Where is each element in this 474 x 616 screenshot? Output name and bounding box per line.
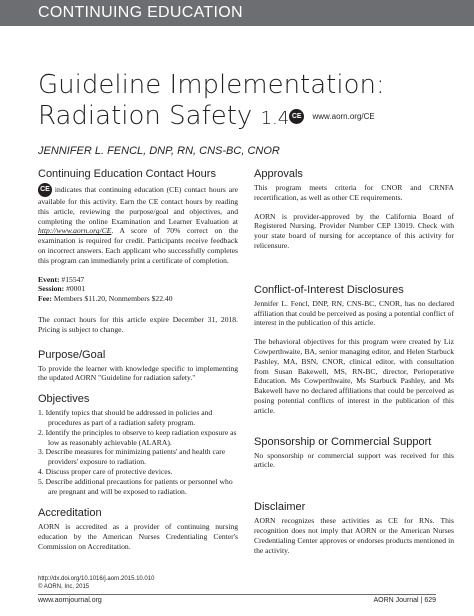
copyright: © AORN, Inc, 2015 bbox=[38, 584, 90, 590]
session-label: Session: bbox=[38, 284, 65, 294]
objective-item: 1. Identify topics that should be addressed in policies and procedures as part of a radiation safety program. bbox=[38, 408, 213, 427]
banner-label: CONTINUING EDUCATION bbox=[38, 4, 243, 21]
accreditation-heading: Accreditation bbox=[38, 507, 102, 520]
expiry-note: The contact hours for this article expire December 31, 2018. Pricing is subject to change. bbox=[38, 314, 238, 334]
objective-item: 5. Describe additional precautions for patients or personnel who are pregnant and will be exposed to radiation. bbox=[38, 476, 233, 496]
fee-value: Members $11.20, Nonmembers $22.40 bbox=[51, 294, 173, 304]
purpose-heading: Purpose/Goal bbox=[38, 348, 106, 361]
objectives-list bbox=[38, 408, 238, 496]
ce-hours-heading: Continuing Education Contact Hours bbox=[38, 168, 216, 180]
footer-divider bbox=[38, 594, 436, 595]
doi-block bbox=[38, 575, 154, 591]
ce-credit-value: 1.4 bbox=[260, 108, 290, 129]
accreditation-text: AORN is accredited as a provider of continuing nursing education by the American Nurses Credentialing Center's Commission on Accreditation. bbox=[38, 522, 238, 551]
footer-journal-page: AORN Journal | 629 bbox=[373, 597, 436, 604]
conflict-text-1: Jennifer L. Fencl, DNP, RN, CNS-BC, CNOR, has no declared affiliation that could be perceived as posing a potential conflict of interest in the publication of this article. bbox=[254, 298, 454, 328]
event-label: Event: bbox=[38, 274, 60, 284]
ce-exam-link[interactable]: http://www.aorn.org/CE bbox=[38, 226, 112, 236]
objective-item: 2. Identify the principles to observe to keep radiation exposure as low as reasonably achievable (ALARA). bbox=[38, 427, 237, 447]
session-line bbox=[38, 284, 238, 294]
ce-badge-icon: CE bbox=[289, 109, 304, 124]
sponsorship-heading: Sponsorship or Commercial Support bbox=[254, 435, 432, 448]
disclaimer-heading: Disclaimer bbox=[254, 501, 306, 514]
approvals-text-2: AORN is provider-approved by the California Board of Registered Nursing, Provider Number CEP 13019. Check with your state board of nursing for acceptance of this activity for relicensure. bbox=[254, 211, 454, 250]
fee-label: Fee: bbox=[38, 294, 52, 304]
event-value: #15547 bbox=[59, 274, 85, 284]
ce-hours-text-1: indicates that continuing education (CE) contact hours are available for this activity. Earn the CE contact hours by reading this article, reviewing the purpose/goal and objectives, and completing the online Examination and Learner Evaluation at bbox=[38, 184, 238, 226]
doi-link[interactable]: http://dx.doi.org/10.1016/j.aorn.2015.10.010 bbox=[38, 576, 155, 582]
fee-line bbox=[38, 294, 238, 304]
ce-hours-text-2: . A score of 70% correct on the examination is required for credit. Participants receive feedback on incorrect answers. Each applicant who successfully completes this program can immediately print a certificate of completion. bbox=[38, 226, 238, 265]
ce-badge-icon: CE bbox=[38, 183, 52, 197]
author-byline: JENNIFER L. FENCL, DNP, RN, CNS-BC, CNOR bbox=[38, 145, 280, 157]
disclaimer-text: AORN recognizes these activities as CE for RNs. This recognition does not imply that AORN or the American Nurses Credentialing Center approves or endorses products mentioned in the activity. bbox=[254, 516, 454, 555]
approvals-text-1: This program meets criteria for CNOR and CRNFA recertification, as well as other CE requirements. bbox=[254, 183, 454, 202]
title-line-1: Guideline Implementation: bbox=[38, 70, 385, 100]
ce-hours-paragraph bbox=[38, 183, 238, 266]
objective-item: 3. Describe measures for minimizing patients' and health care providers' exposure to radiation. bbox=[38, 447, 226, 467]
objectives-heading: Objectives bbox=[38, 393, 90, 406]
sponsorship-text: No sponsorship or commercial support was received for this article. bbox=[254, 450, 454, 470]
objective-item: 4. Discuss proper care of protective devices. bbox=[38, 466, 173, 476]
right-column bbox=[254, 168, 454, 555]
approvals-heading: Approvals bbox=[254, 168, 303, 180]
article-title bbox=[38, 70, 385, 134]
title-line-2-wrap bbox=[38, 101, 385, 134]
event-line bbox=[38, 275, 238, 285]
conflict-text-2: The behavioral objectives for this program were created by Liz Cowperthwaite, BA, senior managing editor, and Helen Starbuck Pashley, MA, BSN, CNOR, clinical editor, with consultation from Susan Bakewell, MS, RN-BC, director, Perioperative Education. Ms Cowperthwaite, Ms Starbuck Pashley, and Ms Bakewell have no declared affiliations that could be perceived as posing potential conflicts of interest in the publication of this article. bbox=[254, 337, 454, 415]
left-column bbox=[38, 168, 238, 552]
footer-site[interactable]: www.aornjournal.org bbox=[38, 597, 102, 604]
section-banner bbox=[0, 0, 474, 26]
title-line-2: Radiation Safety bbox=[38, 101, 253, 131]
conflict-heading: Conflict-of-Interest Disclosures bbox=[254, 283, 404, 296]
purpose-text: To provide the learner with knowledge specific to implementing the updated AORN "Guideline for radiation safety." bbox=[38, 363, 238, 383]
session-value: #0001 bbox=[64, 284, 86, 294]
ce-url-link[interactable]: www.aorn.org/CE bbox=[312, 112, 375, 121]
